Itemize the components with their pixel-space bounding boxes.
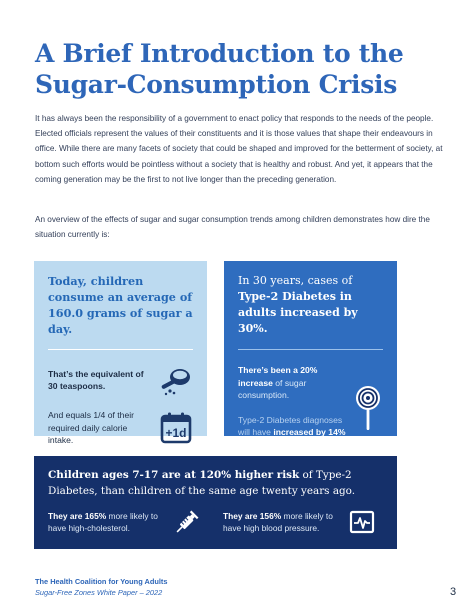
diabetes-stats-row xyxy=(238,364,383,451)
sugar-increase-bold: There’s been a 20% increase xyxy=(238,365,318,388)
overview-paragraph: An overview of the effects of sugar and sugar consumption trends among children demonstrates how dire the situation currently is: xyxy=(35,215,430,239)
footer-organization: The Health Coalition for Young Adults xyxy=(35,577,168,586)
cholesterol-stat xyxy=(48,507,208,537)
sugar-scoop-icon xyxy=(159,363,193,397)
cholesterol-text xyxy=(48,510,168,534)
svg-text:+1d: +1d xyxy=(165,425,187,440)
lollipop-icon xyxy=(353,384,383,432)
calorie-row xyxy=(48,409,193,447)
sugar-increase-text xyxy=(238,364,350,402)
diabetes-stats xyxy=(238,364,350,451)
blood-pressure-bold: They are 156% xyxy=(223,511,282,521)
risk-stats xyxy=(48,507,383,537)
calorie-intake-text: And equals 1/4 of their required daily calorie intake. xyxy=(48,410,134,445)
page-number: 3 xyxy=(450,586,457,598)
page-title: A Brief Introduction to the Sugar-Consumption Crisis xyxy=(35,39,404,99)
heart-rate-monitor-icon xyxy=(347,507,377,537)
diabetes-card xyxy=(224,261,397,450)
intro-paragraph: It has always been the responsibility of a government to enact policy that responds to the needs of the people. Elected officials represent the values of their constituents and it is those values that shape their endeavours in office. While there are many facets of society that could be shaped and improved for the betterment of society, at bottom such efforts would be pointless without a society that is healthy and robust. And yet, it appears that the coming generation may be the first to not live longer than the preceding generation. xyxy=(35,114,443,184)
cholesterol-bold: They are 165% xyxy=(48,511,107,521)
diagnoses-forecast-bold: increased by 14% by 2030. xyxy=(238,427,346,450)
children-sugar-card xyxy=(34,261,207,445)
blood-pressure-text xyxy=(223,510,343,534)
diabetes-headline xyxy=(238,273,383,337)
syringe-icon xyxy=(172,507,202,537)
diagnoses-forecast-text xyxy=(238,414,350,452)
risk-card xyxy=(34,456,397,549)
children-sugar-headline: Today, children consume an average of 160.0 grams of sugar a day. xyxy=(48,274,193,336)
risk-headline-rest: of Type-2 Diabetes, than children of the same age twenty years ago. xyxy=(48,469,356,497)
footer-subtitle: Sugar-Free Zones White Paper – 2022 xyxy=(35,588,163,597)
teaspoon-equivalent-text: That’s the equivalent of 30 teaspoons. xyxy=(48,368,144,391)
risk-headline xyxy=(48,468,383,499)
blood-pressure-rest: more likely to have high blood pressure. xyxy=(223,511,333,533)
diabetes-headline-bold: Type-2 Diabetes in adults increased by 30%. xyxy=(238,290,358,335)
card-divider xyxy=(238,349,383,350)
blood-pressure-stat xyxy=(223,507,383,537)
teaspoon-row xyxy=(48,363,193,397)
sugar-increase-rest: of sugar consumption. xyxy=(238,377,307,400)
diagnoses-forecast-lead: Type-2 Diabetes diagnoses will have xyxy=(238,414,343,437)
calendar-plus-one-day-icon xyxy=(159,411,193,445)
card-divider xyxy=(48,349,193,350)
diabetes-headline-lead: In 30 years, cases of xyxy=(238,274,353,287)
risk-headline-bold: Children ages 7-17 are at 120% higher risk xyxy=(48,469,300,481)
cholesterol-rest: more likely to have high-cholesterol. xyxy=(48,511,158,533)
